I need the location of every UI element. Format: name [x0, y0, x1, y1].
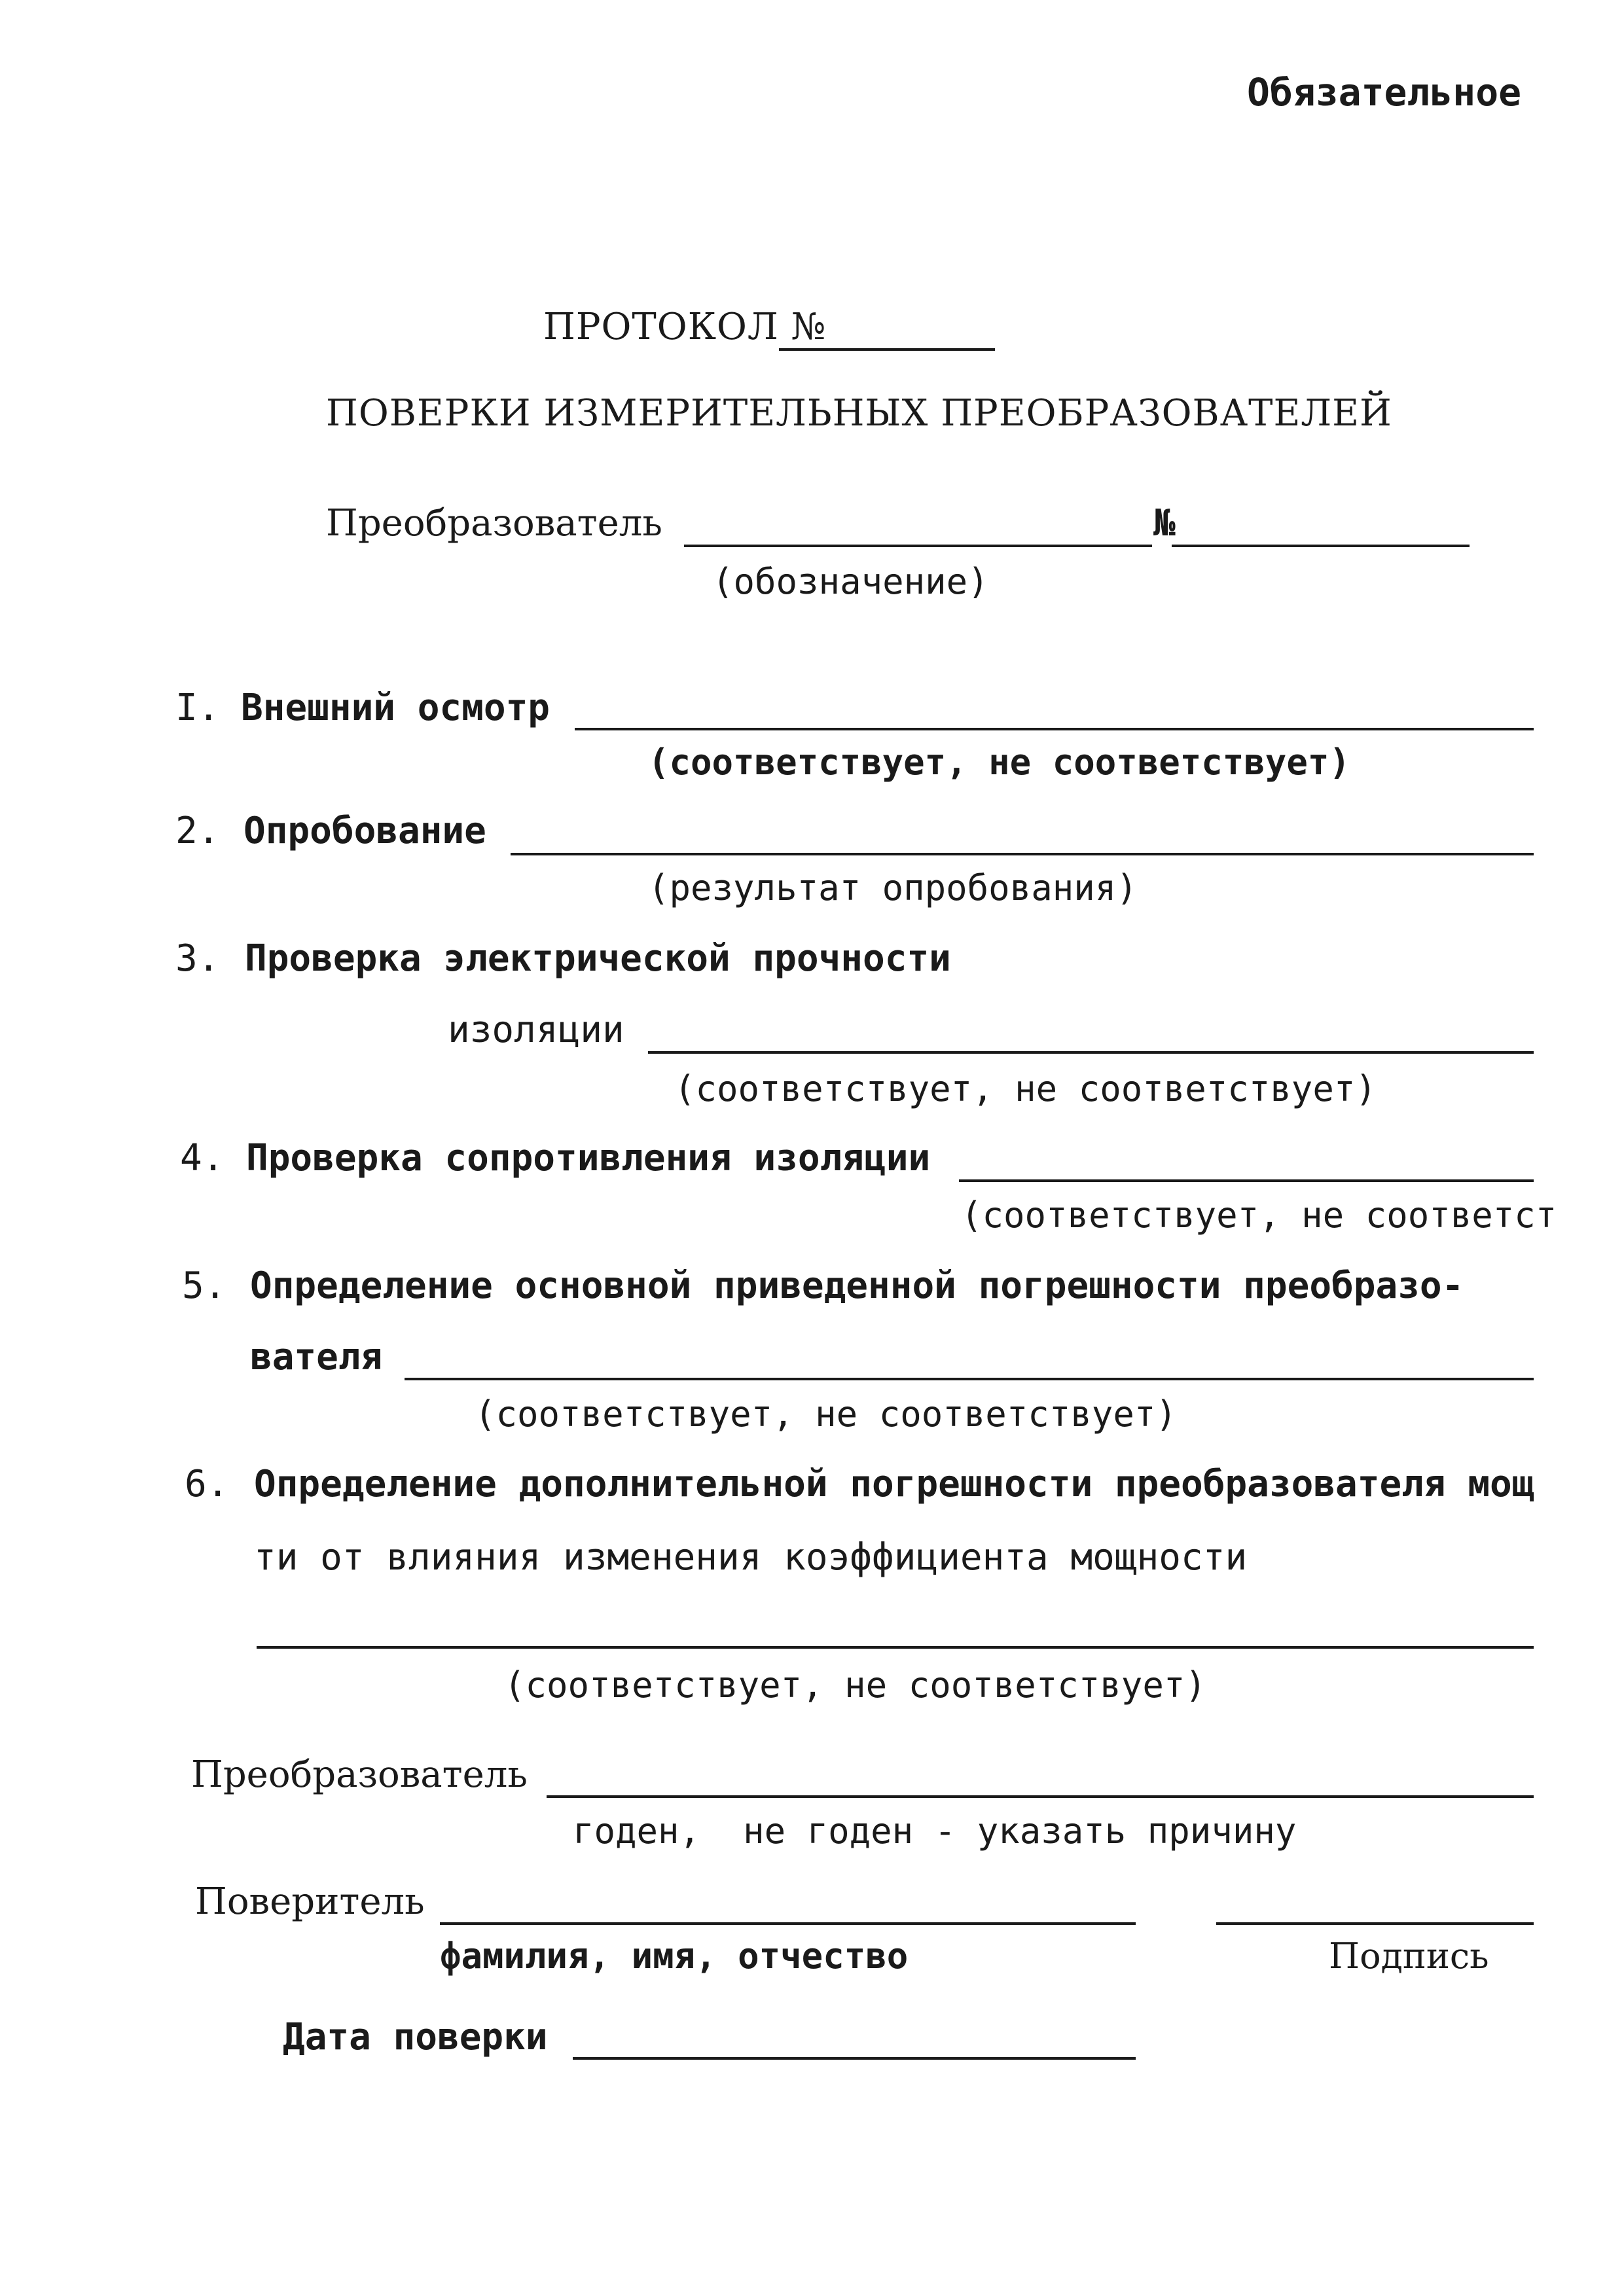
result-field[interactable] [547, 1795, 1534, 1798]
appendix-mark: Обязательное [1247, 70, 1522, 115]
item-1-number: I. [175, 687, 220, 729]
converter-designation-caption: (обозначение) [712, 561, 989, 602]
verifier-label: Поверитель [195, 1880, 425, 1923]
date-label: Дата поверки [283, 2016, 548, 2058]
verifier-signature-caption: Подпись [1329, 1935, 1489, 1977]
result-caption: годен, не годен - указать причину [573, 1810, 1297, 1852]
item-6-number: 6. [185, 1463, 229, 1505]
item-3-caption: (соответствует, не соответствует) [674, 1068, 1377, 1109]
item-5-label-line2: вателя [250, 1336, 383, 1378]
converter-label: Преобразователь [326, 502, 662, 545]
verifier-name-field[interactable] [440, 1922, 1136, 1925]
protocol-number-field[interactable] [779, 348, 995, 351]
item-2-label: Опробование [244, 810, 486, 852]
item-4-caption: (соответствует, не соответст [961, 1194, 1557, 1236]
item-5-number: 5. [182, 1265, 226, 1307]
item-2-field[interactable] [511, 853, 1534, 855]
item-6-label-line2: ти от влияния изменения коэффициента мощности [254, 1536, 1248, 1579]
date-field[interactable] [573, 2057, 1136, 2060]
item-2-number: 2. [175, 810, 220, 852]
verifier-name-caption: фамилия, имя, отчество [440, 1935, 909, 1977]
item-4-number: 4. [180, 1137, 225, 1179]
item-1-caption: (соответствует, не соответствует) [648, 742, 1350, 783]
item-1-label: Внешний осмотр [241, 687, 550, 729]
converter-number-field[interactable] [1172, 545, 1470, 547]
item-5-field[interactable] [405, 1378, 1534, 1380]
item-5-caption: (соответствует, не соответствует) [475, 1393, 1177, 1435]
item-1-field[interactable] [575, 728, 1534, 730]
item-4-field[interactable] [959, 1179, 1534, 1182]
item-6-field[interactable] [257, 1646, 1534, 1649]
protocol-title: ПРОТОКОЛ № [543, 306, 827, 348]
converter-number-sign: № [1153, 502, 1176, 545]
item-3-label-line1: Проверка электрической прочности [245, 937, 951, 980]
result-label: Преобразователь [191, 1753, 528, 1796]
item-3-number: 3. [175, 937, 220, 980]
protocol-subtitle: ПОВЕРКИ ИЗМЕРИТЕЛЬНЫХ ПРЕОБРАЗОВАТЕЛЕЙ [326, 392, 1392, 435]
item-5-label-line1: Определение основной приведенной погрешности преобразо- [250, 1265, 1464, 1307]
item-2-caption: (результат опробования) [648, 867, 1138, 908]
item-6-caption: (соответствует, не соответствует) [504, 1664, 1206, 1706]
item-3-field[interactable] [648, 1051, 1534, 1054]
item-4-label: Проверка сопротивления изоляции [246, 1137, 931, 1179]
item-3-label-line2: изоляции [448, 1009, 624, 1051]
converter-designation-field[interactable] [684, 545, 1152, 547]
verifier-signature-field[interactable] [1216, 1922, 1534, 1925]
item-6-label-line1: Определение дополнительной погрешности преобразователя мощ [254, 1463, 1534, 1505]
